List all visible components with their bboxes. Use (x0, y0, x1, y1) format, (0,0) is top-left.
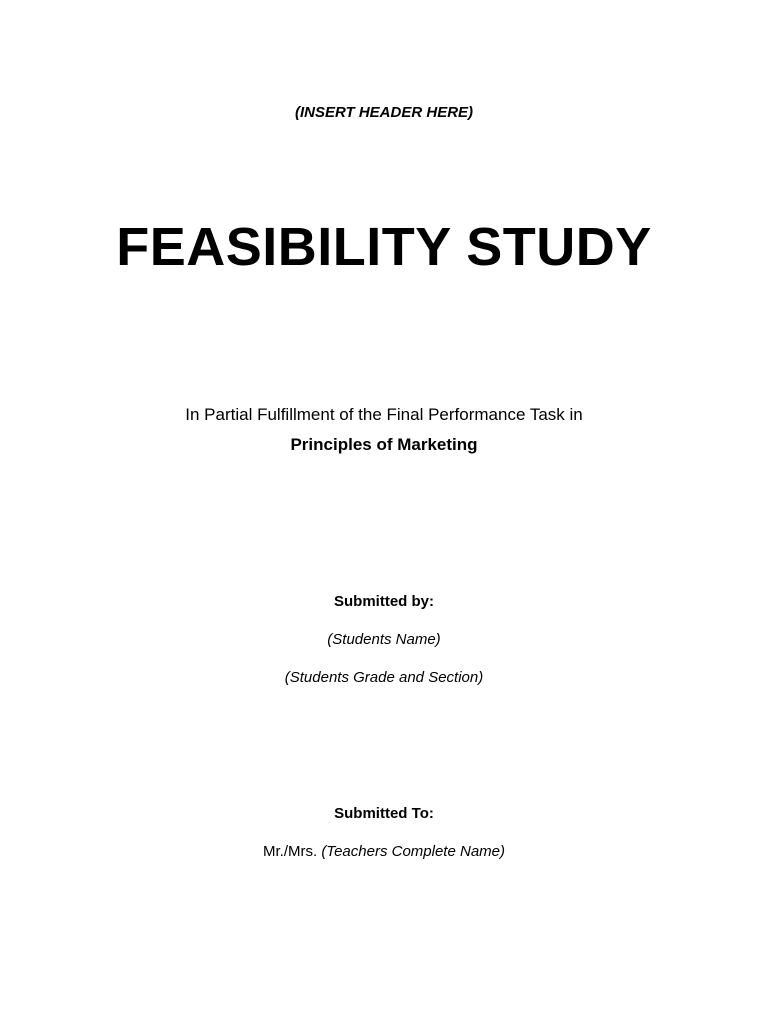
teacher-name-placeholder: (Teachers Complete Name) (321, 843, 505, 860)
document-title: FEASIBILITY STUDY (116, 217, 652, 277)
student-name-placeholder: (Students Name) (327, 631, 441, 648)
student-grade-section-placeholder: (Students Grade and Section) (284, 669, 484, 686)
fulfillment-statement: In Partial Fulfillment of the Final Performance Task in (185, 405, 583, 424)
teacher-line (0, 843, 768, 860)
subject-name: Principles of Marketing (290, 435, 478, 454)
teacher-honorific: Mr./Mrs. (262, 843, 318, 860)
header-placeholder: (INSERT HEADER HERE) (294, 104, 474, 121)
submitted-by-label: Submitted by: (334, 593, 434, 610)
submitted-to-label: Submitted To: (334, 805, 434, 822)
